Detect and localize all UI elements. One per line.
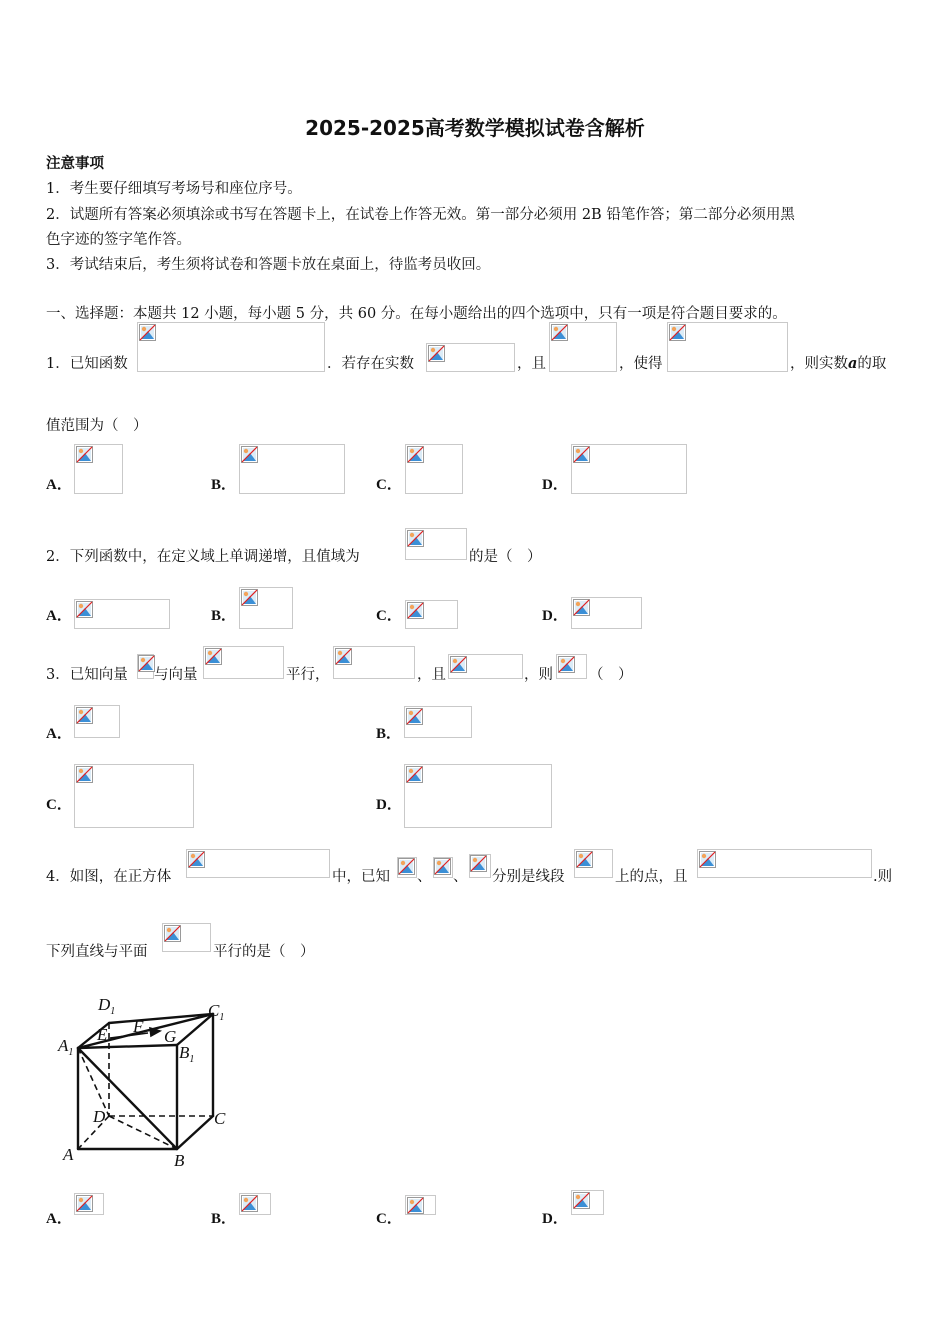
label-d: D xyxy=(93,1107,106,1126)
broken-image-icon xyxy=(573,446,590,463)
label-c: C xyxy=(214,1109,226,1128)
q3-vector-b xyxy=(203,646,284,679)
broken-image-icon xyxy=(406,708,423,725)
q3-text-4: ，且 xyxy=(417,667,446,683)
q4-point-e xyxy=(397,857,417,878)
q1-option-c-formula xyxy=(405,444,463,494)
notice-item-3: 3．考试结束后，考生须将试卷和答题卡放在桌面上，待监考员收回。 xyxy=(46,257,491,273)
q3-option-d-formula xyxy=(404,764,552,828)
broken-image-icon xyxy=(551,324,568,341)
label-a1: $A_1$ xyxy=(58,1036,74,1058)
label-g: G xyxy=(164,1027,177,1046)
q2-option-d-formula xyxy=(571,597,642,629)
q3-option-d-label: D． xyxy=(376,797,402,813)
q1-option-d-label: D． xyxy=(542,477,568,493)
notice-heading: 注意事项 xyxy=(46,155,104,172)
broken-image-icon xyxy=(76,1195,93,1212)
q4-sep-2: 、 xyxy=(453,869,468,885)
broken-image-icon xyxy=(76,601,93,618)
broken-image-icon xyxy=(188,851,205,868)
q2-option-b-label: B． xyxy=(211,608,237,624)
broken-image-icon xyxy=(407,446,424,463)
q2-text-1: 2．下列函数中，在定义域上单调递增，且值域为 xyxy=(46,549,360,565)
broken-image-icon xyxy=(699,851,716,868)
q3-text-2: 与向量 xyxy=(154,667,198,683)
q1-option-d-formula xyxy=(571,444,687,494)
q2-option-b-formula xyxy=(239,587,293,629)
label-e: E xyxy=(97,1025,108,1044)
label-a: A xyxy=(63,1145,74,1164)
broken-image-icon xyxy=(407,530,424,547)
broken-image-icon xyxy=(205,648,222,665)
q2-option-d-label: D． xyxy=(542,608,568,624)
q3-formula-3 xyxy=(333,646,415,679)
q1-option-a-label: A． xyxy=(46,477,72,493)
q4-cube-name xyxy=(186,849,330,878)
broken-image-icon xyxy=(406,766,423,783)
q4-text-2: 中，已知 xyxy=(332,869,390,885)
q4-line-2a: 下列直线与平面 xyxy=(46,944,148,960)
label-d1: $D_1$ xyxy=(98,995,116,1017)
q4-text-5: .则 xyxy=(873,869,893,885)
broken-image-icon xyxy=(470,855,487,872)
q1-text-5 xyxy=(790,352,886,373)
q3-text-5: ，则 xyxy=(524,667,553,683)
q3-option-a-formula xyxy=(74,705,120,738)
label-f: F xyxy=(133,1017,144,1036)
broken-image-icon xyxy=(558,656,575,673)
q1-option-b-label: B． xyxy=(211,477,237,493)
broken-image-icon xyxy=(669,324,686,341)
q1-formula-4 xyxy=(667,322,788,372)
broken-image-icon xyxy=(76,446,93,463)
q1-variable: a xyxy=(848,355,858,372)
q4-text-4: 上的点，且 xyxy=(615,869,688,885)
cube-figure xyxy=(50,990,250,1175)
broken-image-icon xyxy=(164,925,181,942)
q4-text-1: 4．如图，在正方体 xyxy=(46,869,172,885)
document-title: 2025-2025高考数学模拟试卷含解析 xyxy=(305,116,645,140)
notice-item-1: 1．考生要仔细填写考场号和座位序号。 xyxy=(46,181,302,197)
q4-text-3: 分别是线段 xyxy=(492,869,565,885)
broken-image-icon xyxy=(241,589,258,606)
q4-line-2b: 平行的是（ ） xyxy=(213,944,315,960)
q1-text-1: 1．已知函数 xyxy=(46,356,128,372)
q2-option-a-formula xyxy=(74,599,170,629)
q1-formula-3 xyxy=(549,322,617,372)
q3-option-c-formula xyxy=(74,764,194,828)
q4-condition-formula xyxy=(697,849,872,878)
q3-text-1: 3．已知向量 xyxy=(46,667,128,683)
q2-range-formula xyxy=(405,528,467,560)
broken-image-icon xyxy=(241,446,258,463)
q2-option-c-formula xyxy=(405,600,458,629)
broken-image-icon xyxy=(573,599,590,616)
q1-line-2: 值范围为（ ） xyxy=(46,418,148,434)
q3-option-a-label: A． xyxy=(46,726,72,742)
q4-option-b-formula xyxy=(239,1193,271,1215)
q4-option-d-formula xyxy=(571,1190,604,1215)
q4-point-g xyxy=(469,854,491,878)
q4-option-c-formula xyxy=(405,1195,436,1215)
q3-vector-a xyxy=(137,654,154,679)
q3-option-c-label: C． xyxy=(46,797,72,813)
q4-segment xyxy=(574,849,613,878)
label-c1: $C_1$ xyxy=(208,1001,225,1023)
q1-option-b-formula xyxy=(239,444,345,494)
q1-option-a-formula xyxy=(74,444,123,494)
q4-point-f xyxy=(433,857,453,878)
q4-sep-1: 、 xyxy=(417,869,432,885)
q2-text-2: 的是（ ） xyxy=(469,549,542,565)
notice-item-2-line2: 色字迹的签字笔作答。 xyxy=(46,232,191,248)
q2-option-a-label: A． xyxy=(46,608,72,624)
broken-image-icon xyxy=(434,858,451,875)
broken-image-icon xyxy=(138,655,155,672)
broken-image-icon xyxy=(428,345,445,362)
q3-text-3: 平行， xyxy=(286,667,330,683)
q1-text-5a: ，则实数 xyxy=(790,356,848,372)
broken-image-icon xyxy=(407,1197,424,1214)
broken-image-icon xyxy=(241,1195,258,1212)
broken-image-icon xyxy=(139,324,156,341)
q1-text-3: ，且 xyxy=(517,356,546,372)
q2-option-c-label: C． xyxy=(376,608,402,624)
q4-option-a-label: A． xyxy=(46,1211,72,1227)
broken-image-icon xyxy=(450,656,467,673)
q1-function-formula xyxy=(137,322,325,372)
broken-image-icon xyxy=(573,1192,590,1209)
q1-text-6: 的取 xyxy=(857,356,887,372)
q1-text-2: ．若存在实数 xyxy=(327,356,414,372)
section-heading: 一、选择题：本题共 12 小题，每小题 5 分，共 60 分。在每小题给出的四个选项中，只有一项是符合题目要求的。 xyxy=(46,306,787,322)
q3-option-b-formula xyxy=(404,706,472,738)
q1-option-c-label: C． xyxy=(376,477,402,493)
broken-image-icon xyxy=(76,766,93,783)
notice-item-2-line1: 2．试题所有答案必须填涂或书写在答题卡上，在试卷上作答无效。第一部分必须用 2B 铅笔作答；第二部分必须用黑 xyxy=(46,207,795,223)
broken-image-icon xyxy=(335,648,352,665)
q3-formula-5 xyxy=(556,654,587,679)
q4-option-a-formula xyxy=(74,1193,104,1215)
q1-formula-2 xyxy=(426,343,515,372)
q1-text-4: ，使得 xyxy=(619,356,663,372)
label-b1: $B_1$ xyxy=(179,1043,195,1065)
broken-image-icon xyxy=(576,851,593,868)
broken-image-icon xyxy=(76,707,93,724)
q4-option-b-label: B． xyxy=(211,1211,237,1227)
broken-image-icon xyxy=(398,858,415,875)
label-b: B xyxy=(174,1151,185,1170)
q4-option-d-label: D． xyxy=(542,1211,568,1227)
q3-text-6: （ ） xyxy=(589,667,633,683)
q3-formula-4 xyxy=(448,654,523,679)
q3-option-b-label: B． xyxy=(376,726,402,742)
q4-option-c-label: C． xyxy=(376,1211,402,1227)
q4-plane-name xyxy=(162,923,211,952)
broken-image-icon xyxy=(407,602,424,619)
